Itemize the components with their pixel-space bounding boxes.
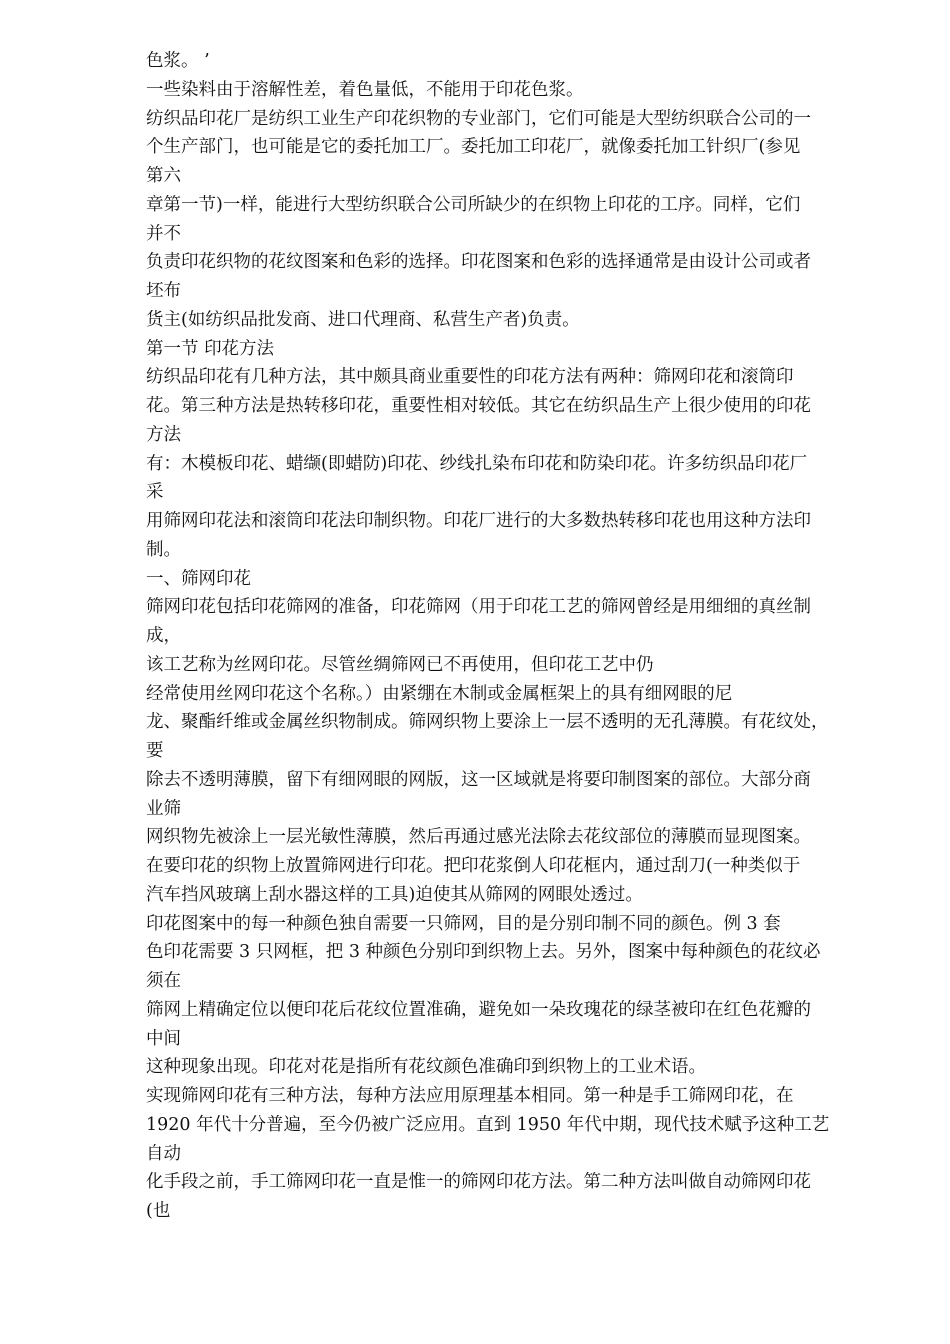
text-line: 第六	[146, 166, 181, 186]
text-line: 实现筛网印花有三种方法，每种方法应用原理基本相同。第一种是手工筛网印花，在	[146, 1086, 794, 1106]
text-line: 这种现象出现。印花对花是指所有花纹颜色准确印到织物上的工业术语。	[146, 1057, 706, 1078]
text-line: 印花图案中的每一种颜色独自需要一只筛网，目的是分别印制不同的颜色。例 3 套	[146, 913, 781, 934]
text-line: 坯布	[146, 281, 181, 301]
text-line: 货主(如纺织品批发商、进口代理商、私营生产者)负责。	[146, 309, 580, 330]
text-line: 采	[146, 482, 164, 503]
text-line: 色印花需要 3 只网框，把 3 种颜色分别印到织物上去。另外，图案中每种颜色的花纹必	[146, 942, 821, 963]
text-line: 经常使用丝网印花这个名称。）由紧绷在木制或金属框架上的具有细网眼的尼	[146, 683, 733, 704]
text-line: 一些染料由于溶解性差，着色量低，不能用于印花色浆。	[146, 79, 584, 100]
text-line: 制。	[146, 539, 181, 560]
text-line: 汽车挡风玻璃上刮水器这样的工具)迫使其从筛网的网眼处透过。	[146, 884, 643, 905]
text-line: 章第一节)一样，能进行大型纺织联合公司所缺少的在织物上印花的工序。同样，它们	[146, 194, 801, 215]
document-body	[146, 47, 896, 1226]
text-line: 花。第三种方法是热转移印花，重要性相对较低。其它在纺织品生产上很少使用的印花	[146, 396, 811, 416]
text-line: 方法	[146, 424, 181, 445]
text-line: 有：木模板印花、蜡缬(即蜡防)印花、纱线扎染布印花和防染印花。许多纺织品印花厂	[146, 453, 808, 474]
text-line: 除去不透明薄膜，留下有细网眼的网版，这一区域就是将要印制图案的部位。大部分商	[146, 769, 811, 790]
text-line: 网织物先被涂上一层光敏性薄膜，然后再通过感光法除去花纹部位的薄膜而显现图案。	[146, 827, 811, 848]
text-line: 色浆。 ’	[146, 51, 210, 71]
text-line: 1920 年代十分普遍，至今仍被广泛应用。直到 1950 年代中期，现代技术赋予这种工艺	[146, 1114, 830, 1135]
text-line: 业筛	[146, 798, 181, 819]
text-line: 筛网印花包括印花筛网的准备，印花筛网（用于印花工艺的筛网曾经是用细细的真丝制	[146, 597, 811, 618]
text-line: 纺织品印花有几种方法，其中颇具商业重要性的印花方法有两种：筛网印花和滚筒印	[146, 367, 794, 388]
text-line: 该工艺称为丝网印花。尽管丝绸筛网已不再使用，但印花工艺中仍	[146, 654, 654, 675]
text-line: 用筛网印花法和滚筒印花法印制织物。印花厂进行的大多数热转移印花也用这种方法印	[146, 511, 811, 531]
text-line: 在要印花的织物上放置筛网进行印花。把印花浆倒人印花框内，通过刮刀(一种类似于	[146, 856, 801, 876]
text-line: 成，	[146, 626, 181, 646]
text-line: 并不	[146, 223, 181, 244]
text-line: 须在	[146, 971, 181, 991]
section-heading: 第一节 印花方法	[146, 338, 275, 359]
text-line: 中间	[146, 1028, 181, 1049]
text-line: 化手段之前，手工筛网印花一直是惟一的筛网印花方法。第二种方法叫做自动筛网印花	[146, 1172, 811, 1193]
subsection-heading: 一、筛网印花	[146, 568, 251, 589]
text-line: 要	[146, 741, 164, 761]
text-line: 负责印花织物的花纹图案和色彩的选择。印花图案和色彩的选择通常是由设计公司或者	[146, 252, 811, 273]
text-line: 筛网上精确定位以便印花后花纹位置准确，避免如一朵玫瑰花的绿茎被印在红色花瓣的	[146, 999, 811, 1020]
text-line: 龙、聚酯纤维或金属丝织物制成。筛网织物上要涂上一层不透明的无孔薄膜。有花纹处，	[146, 712, 829, 733]
text-line: (也	[146, 1201, 171, 1221]
text-line: 个生产部门，也可能是它的委托加工厂。委托加工印花厂，就像委托加工针织厂(参见	[146, 137, 801, 158]
text-line: 纺织品印花厂是纺织工业生产印花织物的专业部门，它们可能是大型纺织联合公司的一	[146, 108, 811, 129]
text-line: 自动	[146, 1143, 181, 1164]
